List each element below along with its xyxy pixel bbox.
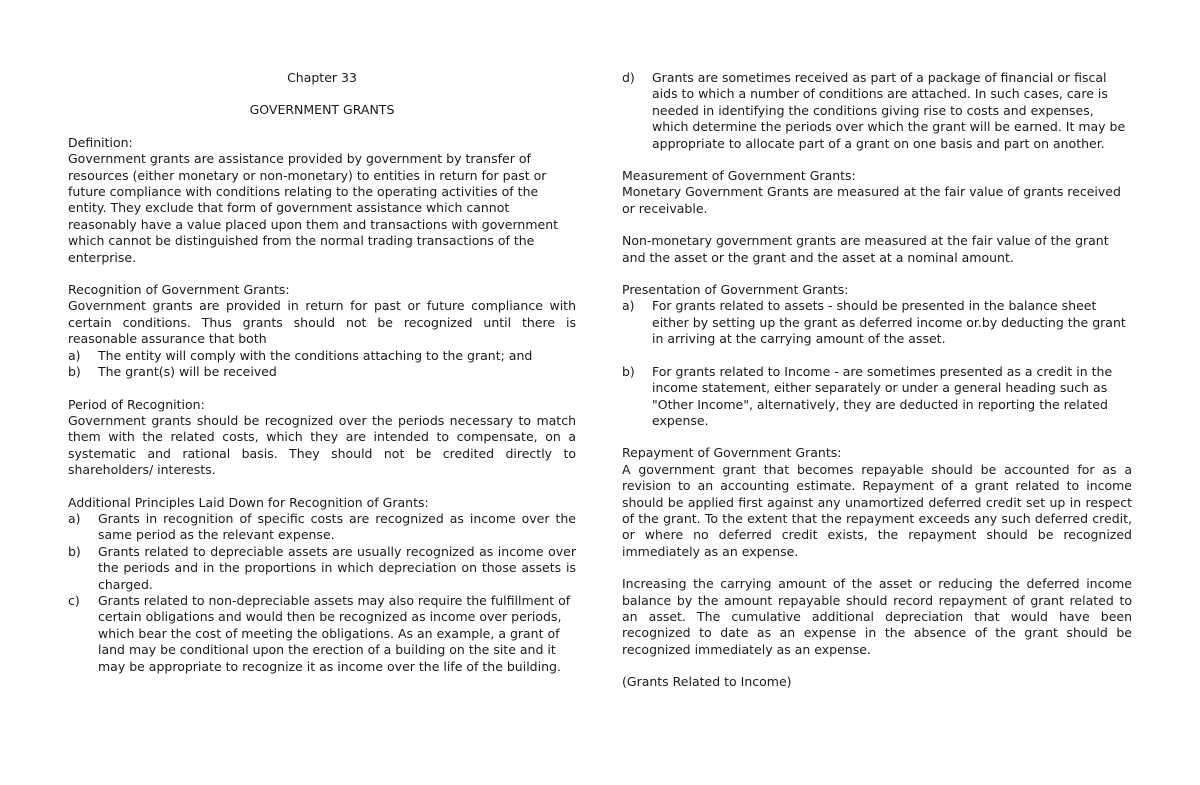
list-marker: a)	[622, 298, 635, 314]
list-item	[622, 70, 1132, 152]
period-heading: Period of Recognition:	[68, 396, 205, 412]
presentation-heading: Presentation of Government Grants:	[622, 282, 849, 298]
recognition-text: Government grants are provided in return for past or future compliance with certain conditions. Thus grants should not be recognized until there is reasonable assurance that both	[68, 298, 576, 347]
period-section	[68, 397, 576, 479]
right-column	[622, 70, 1132, 707]
chapter-number: Chapter 33	[287, 70, 357, 85]
chapter-title: GOVERNMENT GRANTS	[249, 102, 395, 118]
list-marker: a)	[68, 347, 81, 363]
recognition-list	[68, 348, 576, 381]
measurement-heading: Measurement of Government Grants:	[622, 168, 856, 184]
definition-text: Government grants are assistance provided by government by transfer of resources (either monetary or non-monetary) to entities in return for past or future compliance with conditions relating to the operating activities of the entity. They exclude that form of government assistance which cannot reasonably have a value placed upon them and transactions with government which cannot be distinguished from the normal trading transactions of the enterprise.	[68, 151, 559, 265]
principles-list	[68, 511, 576, 675]
list-marker: c)	[68, 592, 80, 608]
list-item	[68, 593, 576, 675]
list-text: Grants in recognition of specific costs are recognized as income over the same period as the relevant expense.	[98, 510, 576, 543]
list-item	[622, 364, 1132, 430]
recognition-section	[68, 282, 576, 380]
repayment-footer: (Grants Related to Income)	[622, 674, 792, 690]
repayment-asset-text: Increasing the carrying amount of the asset or reducing the deferred income balance by the amount repayable should record repayment of grant related to an asset. The cumulative additional depreciation that would have been recognized to date as an expense in the absence of the grant should be recognized immediately as an expense.	[622, 576, 1132, 657]
principles-heading: Additional Principles Laid Down for Recognition of Grants:	[68, 494, 429, 510]
list-marker: a)	[68, 510, 81, 526]
repayment-heading: Repayment of Government Grants:	[622, 445, 842, 461]
list-item	[622, 298, 1132, 347]
presentation-section	[622, 282, 1132, 429]
list-marker: b)	[68, 364, 81, 380]
list-marker: b)	[68, 543, 81, 559]
list-item	[68, 544, 576, 593]
left-column	[68, 70, 576, 691]
list-marker: b)	[622, 363, 635, 379]
list-marker: d)	[622, 70, 635, 85]
list-text: For grants related to assets - should be presented in the balance sheet either by setting up the grant as deferred income or.by deducting the grant in arriving at the carrying amount of the asset.	[652, 298, 1126, 347]
measurement-text-monetary: Monetary Government Grants are measured at the fair value of grants received or receivable.	[622, 184, 1121, 216]
definition-section	[68, 135, 576, 266]
period-text: Government grants should be recognized over the periods necessary to match them with the related costs, which they are intended to compensate, on a systematic and rational basis. They should not be credited directly to shareholders/ interests.	[68, 412, 576, 478]
list-item	[68, 364, 576, 380]
list-text: Grants related to depreciable assets are usually recognized as income over the periods and in the proportions in which depreciation on those assets is charged.	[98, 543, 576, 592]
recognition-heading: Recognition of Government Grants:	[68, 282, 290, 298]
list-item	[68, 348, 576, 364]
list-text: Grants related to non-depreciable assets may also require the fulfillment of certain obligations and would then be recognized as income over periods, which bear the cost of meeting the obligations. As an example, a grant of land may be conditional upon the erection of a building on the site and it may be appropriate to recognize it as income over the life of the building.	[98, 592, 571, 674]
repayment-text: A government grant that becomes repayable should be accounted for as a revision to an accounting estimate. Repayment of a grant related to income should be applied first against any unamortized deferred credit set up in respect of the grant. To the extent that the repayment exceeds any such deferred credit, or where no deferred credit exists, the repayment should be recognized immediately as an expense.	[622, 461, 1132, 559]
list-text: Grants are sometimes received as part of a package of financial or fiscal aids to which a number of conditions are attached. In such cases, care is needed in identifying the conditions giving rise to costs and expenses, which determine the periods over which the grant will be earned. It may be appropriate to allocate part of a grant on one basis and part on another.	[652, 70, 1126, 151]
definition-heading: Definition:	[68, 134, 133, 150]
principles-continued	[622, 70, 1132, 152]
list-item	[68, 511, 576, 544]
list-text: The grant(s) will be received	[98, 364, 277, 380]
principles-section	[68, 495, 576, 675]
list-text: The entity will comply with the conditions attaching to the grant; and	[98, 347, 533, 363]
measurement-section	[622, 168, 1132, 266]
list-text: For grants related to Income - are sometimes presented as a credit in the income statement, either separately or under a general heading such as "Other Income", alternatively, they are deducted in reporting the related expense.	[652, 363, 1113, 428]
measurement-text-nonmonetary: Non-monetary government grants are measured at the fair value of the grant and the asset or the grant and the asset at a nominal amount.	[622, 233, 1109, 265]
repayment-section	[622, 445, 1132, 690]
